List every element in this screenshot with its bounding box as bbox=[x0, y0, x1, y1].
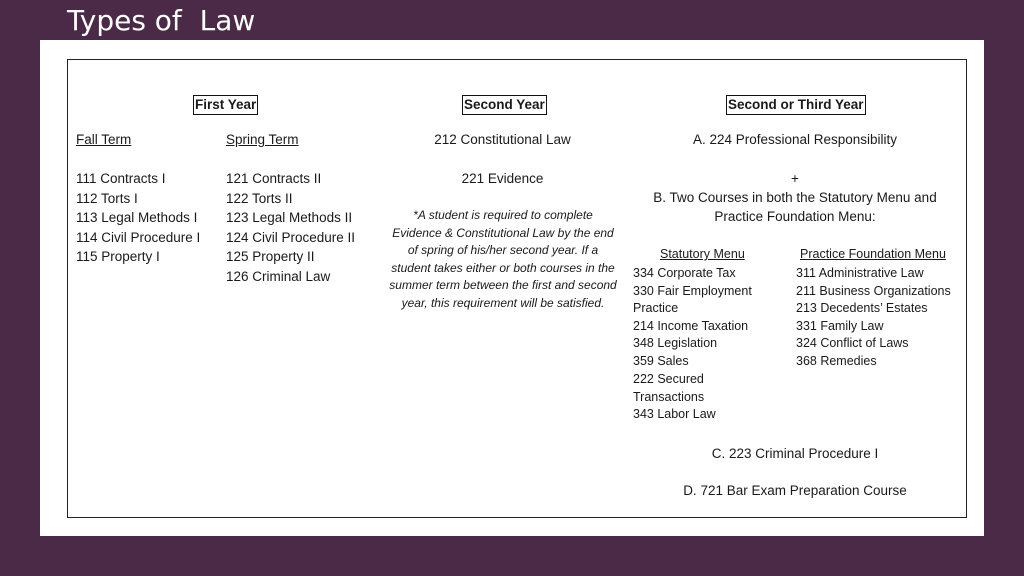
statutory-course: Practice bbox=[633, 301, 679, 315]
fall-course: 112 Torts I bbox=[76, 190, 138, 206]
second-year-course: 212 Constitutional Law bbox=[434, 132, 571, 147]
fall-course: 111 Contracts I bbox=[76, 171, 166, 186]
spring-course: 124 Civil Procedure II bbox=[226, 229, 356, 245]
spring-course: 125 Property II bbox=[226, 249, 315, 264]
second-year-course: 221 Evidence bbox=[461, 171, 544, 186]
first-year-header: First Year bbox=[193, 95, 258, 115]
item-b-line2: Practice Foundation Menu: bbox=[714, 209, 876, 224]
practice-course: 331 Family Law bbox=[796, 318, 884, 333]
statutory-course: 359 Sales bbox=[633, 353, 689, 368]
practice-course: 368 Remedies bbox=[796, 353, 877, 368]
item-c: C. 223 Criminal Procedure I bbox=[711, 446, 879, 461]
fall-course: 113 Legal Methods I bbox=[76, 210, 198, 225]
fall-course: 115 Property I bbox=[76, 249, 160, 264]
content-panel bbox=[40, 40, 984, 536]
statutory-course: 348 Legislation bbox=[633, 336, 718, 350]
practice-course: 211 Business Organizations bbox=[796, 283, 951, 298]
spring-course: 126 Criminal Law bbox=[226, 268, 331, 284]
practice-course: 324 Conflict of Laws bbox=[796, 336, 909, 350]
statutory-course: 214 Income Taxation bbox=[633, 318, 749, 333]
spring-course: 121 Contracts II bbox=[226, 171, 322, 186]
spring-course: 123 Legal Methods II bbox=[226, 210, 353, 225]
second-year-requirement-note: *A student is required to complete Evidence & Constitutional Law by the end of spring of his/her second year. If a student takes either or both courses in the summer term between the first and second year, this requirement will be satisfied. bbox=[389, 208, 617, 310]
statutory-course: 330 Fair Employment bbox=[633, 283, 752, 298]
practice-foundation-menu-label: Practice Foundation Menu bbox=[800, 247, 946, 261]
statutory-course: Transactions bbox=[633, 389, 705, 404]
item-b-line1: B. Two Courses in both the Statutory Menu and bbox=[653, 190, 937, 205]
fall-course: 114 Civil Procedure I bbox=[76, 229, 201, 245]
statutory-course: 343 Labor Law bbox=[633, 407, 716, 421]
spring-course: 122 Torts II bbox=[226, 190, 293, 206]
spring-term-label: Spring Term bbox=[226, 132, 299, 147]
practice-course: 213 Decedents’ Estates bbox=[796, 301, 928, 315]
practice-course: 311 Administrative Law bbox=[796, 266, 924, 280]
item-a: A. 224 Professional Responsibility bbox=[692, 132, 898, 147]
statutory-menu-label: Statutory Menu bbox=[660, 247, 745, 261]
second-or-third-year-header: Second or Third Year bbox=[726, 95, 866, 115]
item-d: D. 721 Bar Exam Preparation Course bbox=[683, 483, 907, 498]
plus-sign: + bbox=[791, 171, 799, 186]
fall-term-label: Fall Term bbox=[76, 132, 132, 147]
second-year-header: Second Year bbox=[462, 95, 547, 115]
slide-title: Types of Law bbox=[67, 4, 256, 37]
statutory-course: 334 Corporate Tax bbox=[633, 266, 736, 280]
statutory-course: 222 Secured bbox=[633, 372, 704, 386]
